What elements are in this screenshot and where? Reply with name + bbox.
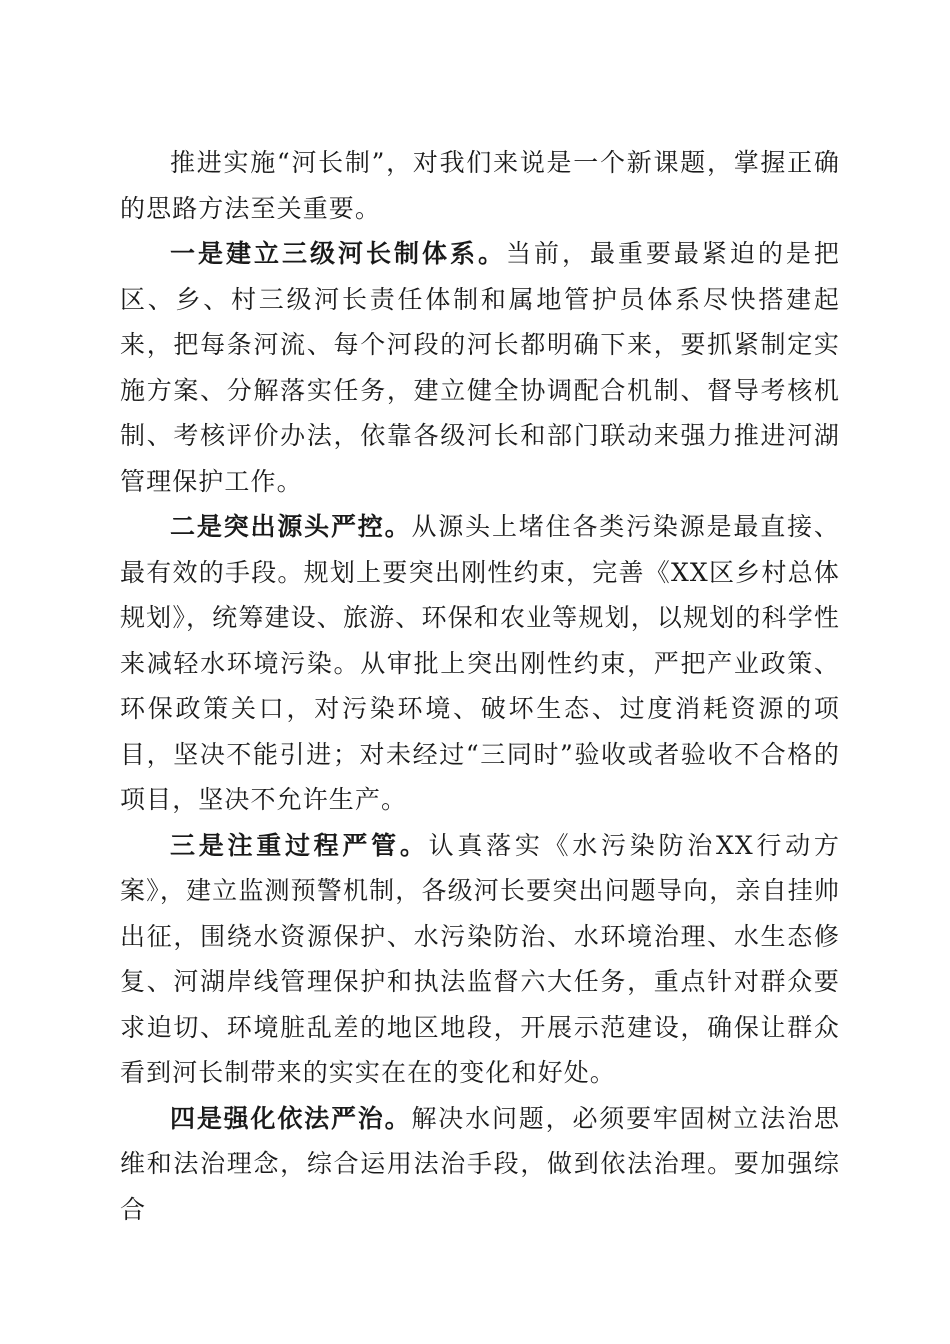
paragraph-text: 解决水问题，必须要牢固树立法治思维和法治理念，综合运用法治手段，做到依法治理。要加强综合 [120, 1103, 840, 1224]
paragraph-lead: 四是强化依法严治。 [170, 1103, 412, 1133]
paragraph-point-four [120, 1096, 840, 1233]
paragraph-text: 推进实施“河长制”，对我们来说是一个新课题，掌握正确的思路方法至关重要。 [120, 148, 840, 223]
paragraph-point-two [120, 504, 840, 823]
paragraph-text: 当前，最重要最紧迫的是把区、乡、村三级河长责任体制和属地管护员体系尽快搭建起来，把每条河流、每个河段的河长都明确下来，要抓紧制定实施方案、分解落实任务，建立健全协调配合机制、督导考核机制、考核评价办法，依靠各级河长和部门联动来强力推进河湖管理保护工作。 [120, 239, 841, 496]
document-body [120, 140, 840, 1232]
paragraph-text: 认真落实《水污染防治XX行动方案》，建立监测预警机制，各级河长要突出问题导向，亲自挂帅出征，围绕水资源保护、水污染防治、水环境治理、水生态修复、河湖岸线管理保护和执法监督六大任务，重点针对群众要求迫切、环境脏乱差的地区地段，开展示范建设，确保让群众看到河长制带来的实实在在的变化和好处。 [120, 830, 840, 1087]
paragraph-lead: 二是突出源头严控。 [170, 512, 412, 541]
paragraph-point-one [120, 231, 840, 504]
paragraph-point-three [120, 823, 840, 1096]
paragraph-lead: 三是注重过程严管。 [170, 830, 429, 860]
paragraph-lead: 一是建立三级河长制体系。 [170, 239, 506, 268]
paragraph-text: 从源头上堵住各类污染源是最直接、最有效的手段。规划上要突出刚性约束，完善《XX区乡村总体规划》，统筹建设、旅游、环保和农业等规划，以规划的科学性来减轻水环境污染。从审批上突出刚性约束，严把产业政策、环保政策关口，对污染环境、破坏生态、过度消耗资源的项目，坚决不能引进；对未经过“三同时”验收或者验收不合格的项目，坚决不允许生产。 [120, 512, 840, 814]
paragraph-intro [120, 140, 840, 231]
